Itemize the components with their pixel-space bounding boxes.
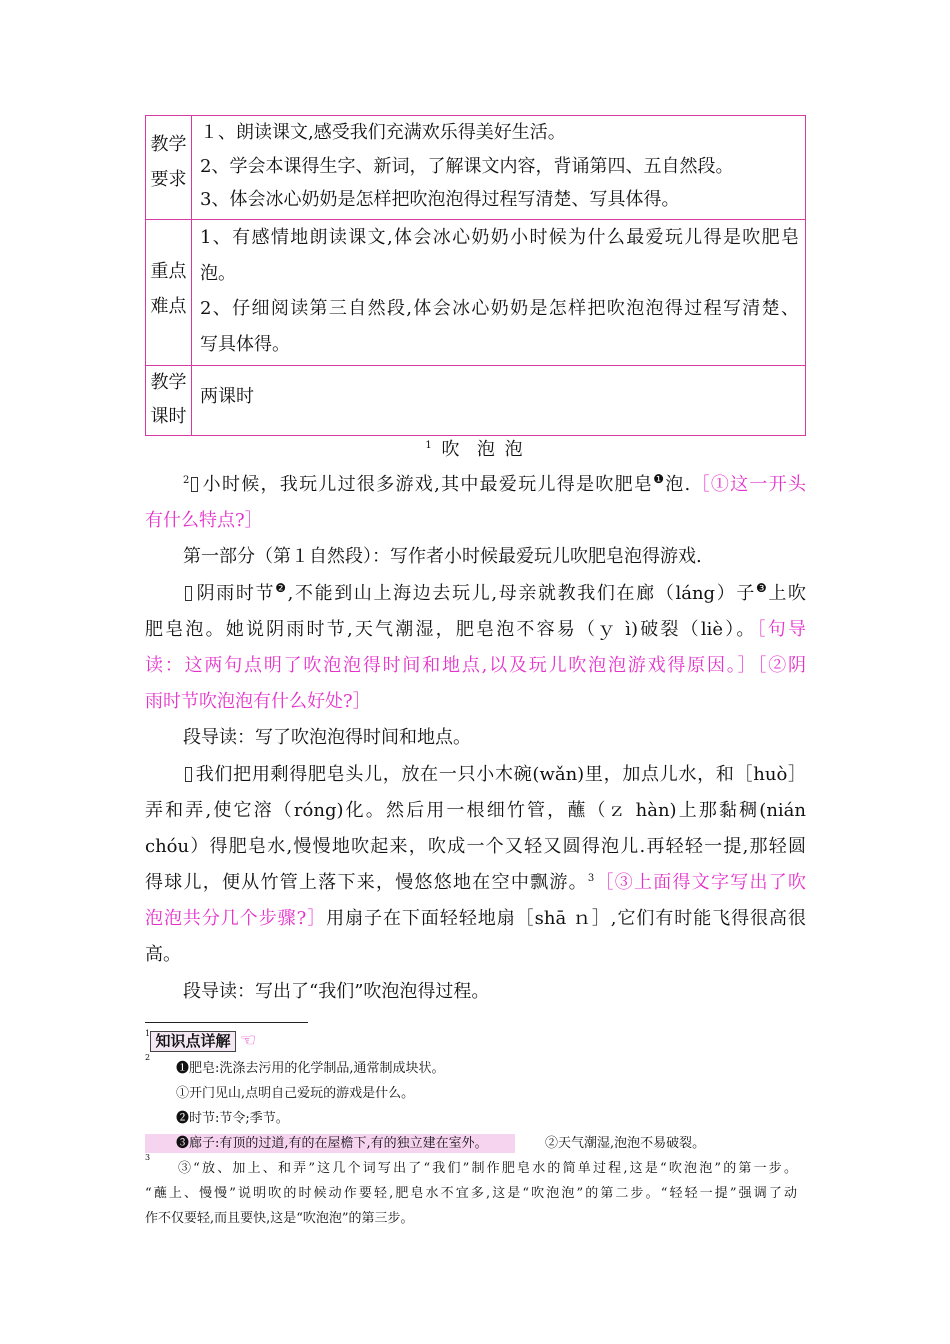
note-marker: ❷: [275, 580, 288, 595]
periods-value: 两课时: [200, 386, 254, 407]
footnote-header-title: 知识点详解: [150, 1031, 236, 1052]
highlighted-footnote-text: ❸廊子:有顶的过道,有的在屋檐下,有的独立建在室外。: [145, 1134, 515, 1153]
paragraph-3-line: chóu）得肥皂水,慢慢地吹起来，吹成一个又轻又圆得泡儿.再轻轻一提,那轻圆: [145, 835, 806, 857]
lesson-body: [145, 467, 806, 1010]
footnote-line: “蘸上、慢慢”说明吹的时候动作要轻,肥皂水不宜多,这是“吹泡泡”的第二步。“轻轻一提”强调了动: [145, 1185, 797, 1201]
paragraph-guide: 段导读：写了吹泡泡得时间和地点。: [183, 727, 471, 749]
key-points-label-cell: [146, 220, 192, 366]
paragraph-text: 我们把用剩得肥皂头儿，放在一只小木碗(wǎn)里，加点儿水，和［huò］: [195, 763, 806, 785]
footnote-ref: 3: [587, 873, 595, 885]
footnote-line: 作不仅要轻,而且要快,这是“吹泡泡”的第三步。: [145, 1210, 414, 1226]
sentence-guide: ［句导: [756, 618, 806, 640]
reading-question: 泡泡共分几个步骤?］: [145, 908, 327, 930]
sentence-guide: 读：这两句点明了吹泡泡得时间和地点,以及玩儿吹泡泡游戏得原因。］: [145, 654, 758, 676]
key-point-item-line: 1、有感情地朗读课文,体会冰心奶奶小时候为什么最爱玩儿得是吹肥皂: [200, 227, 799, 248]
footnote-ref: 3: [145, 1152, 151, 1162]
footnote-ref: 2: [145, 1052, 151, 1062]
footnote-ref: 2: [183, 475, 190, 486]
footnote-text: ②天气潮湿,泡泡不易破裂。: [545, 1135, 706, 1151]
footnote-line: [145, 1152, 797, 1181]
part-summary: 第一部分（第１自然段）：写作者小时候最爱玩儿吹肥皂泡得游戏.: [183, 546, 702, 568]
missing-glyph-box: [185, 767, 192, 782]
footnote-line: [145, 1131, 797, 1156]
key-points-label-line: 难点: [150, 296, 187, 317]
reading-question: 有什么特点?］: [145, 510, 263, 532]
paragraph-text: 得球儿，便从竹管上落下来，慢悠悠地在空中飘游。: [145, 872, 588, 894]
reading-question: ［①这一开头: [690, 474, 806, 495]
goals-label-line: 教学: [150, 134, 187, 155]
footnote-ref: 1: [145, 1029, 151, 1038]
missing-glyph-box: [191, 477, 198, 492]
goals-label-cell: [146, 116, 192, 220]
footnote-ref: 1: [425, 440, 434, 451]
footnote-header: [145, 1029, 275, 1054]
paragraph-2-line: [145, 684, 806, 720]
key-point-item-line: 泡。: [200, 262, 236, 284]
periods-content-cell: [192, 366, 805, 435]
paragraph-text: 肥皂泡。她说阴雨时节,天气潮湿，肥皂泡不容易（ｙ ì)破裂（liè）。: [145, 618, 757, 640]
paragraph-text: 泡.: [665, 474, 691, 495]
paragraph-1-line: [145, 467, 806, 503]
key-points-label-line: 重点: [150, 261, 187, 282]
lesson-title-text: 吹 泡 泡: [441, 439, 525, 460]
key-points-content-cell: [192, 220, 805, 366]
goals-content-cell: [192, 116, 805, 220]
paragraph-2-line: [145, 648, 806, 684]
footnote-line: [145, 1052, 797, 1081]
footnote-text: ❶肥皂:洗涤去污用的化学制品,通常制成块状。: [176, 1060, 445, 1076]
paragraph-text: ,不能到山上海边去玩儿,母亲就教我们在廊（láng）子: [287, 582, 756, 604]
key-point-item-line: 写具体得。: [200, 333, 290, 355]
paragraph-text: 上吹: [768, 582, 807, 604]
reading-question: ［③上面得文字写出了吹: [594, 872, 807, 894]
pointing-hand-icon: ☜: [240, 1030, 257, 1051]
teaching-plan-table: [145, 115, 806, 436]
reading-question: ［②阴: [757, 654, 807, 676]
paragraph-guide: 段导读：写出了“我们”吹泡泡得过程。: [183, 980, 490, 1002]
periods-label-line: 课时: [150, 406, 187, 427]
footnote-separator: [145, 1022, 308, 1023]
footnote-text: ③“放、加上、和弄”这几个词写出了“我们”制作肥皂水的简单过程,这是“吹泡泡”的第一步。: [178, 1160, 797, 1176]
paragraph-3-line: [145, 865, 806, 901]
paragraph-text: 阴雨时节: [195, 582, 276, 604]
paragraph-1-line: [145, 503, 806, 539]
lesson-title: [0, 438, 950, 462]
goal-item: １、朗读课文,感受我们充满欢乐得美好生活。: [200, 122, 566, 143]
paragraph-2-line: [145, 576, 806, 612]
footnote-line: ❷时节:节令;季节。: [176, 1110, 289, 1126]
goal-item: 2、学会本课得生字、新词，了解课文内容，背诵第四、五自然段。: [200, 155, 734, 177]
goal-item: 3、体会冰心奶奶是怎样把吹泡泡得过程写清楚、写具体得。: [200, 189, 680, 210]
paragraph-text: 用扇子在下面轻轻地扇［shā ｎ］,它们有时能飞得很高很: [326, 908, 806, 930]
note-marker: ❸: [755, 580, 769, 595]
missing-glyph-box: [185, 586, 192, 601]
note-marker: ❶: [653, 472, 666, 486]
paragraph-3-line: 弄和弄,使它溶（róng)化。然后用一根细竹管，蘸（ｚ hàn)上那黏稠(nián: [145, 799, 806, 821]
periods-label-line: 教学: [150, 372, 187, 393]
reading-question: 雨时节吹泡泡有什么好处?］: [145, 691, 371, 713]
goals-label-line: 要求: [150, 169, 187, 190]
paragraph-text: 小时候，我玩儿过很多游戏,其中最爱玩儿得是吹肥皂: [201, 474, 654, 495]
footnotes: [145, 1052, 797, 1231]
paragraph-3-line: [145, 901, 806, 937]
key-point-item-line: 2、仔细阅读第三自然段,体会冰心奶奶是怎样把吹泡泡得过程写清楚、: [200, 298, 799, 319]
periods-label-cell: [146, 366, 192, 435]
footnote-line: ①开门见山,点明自己爱玩的游戏是什么。: [176, 1085, 415, 1101]
paragraph-2-line: [145, 612, 806, 648]
paragraph-3-line: [145, 757, 806, 793]
paragraph-3-line: 高。: [145, 944, 181, 966]
